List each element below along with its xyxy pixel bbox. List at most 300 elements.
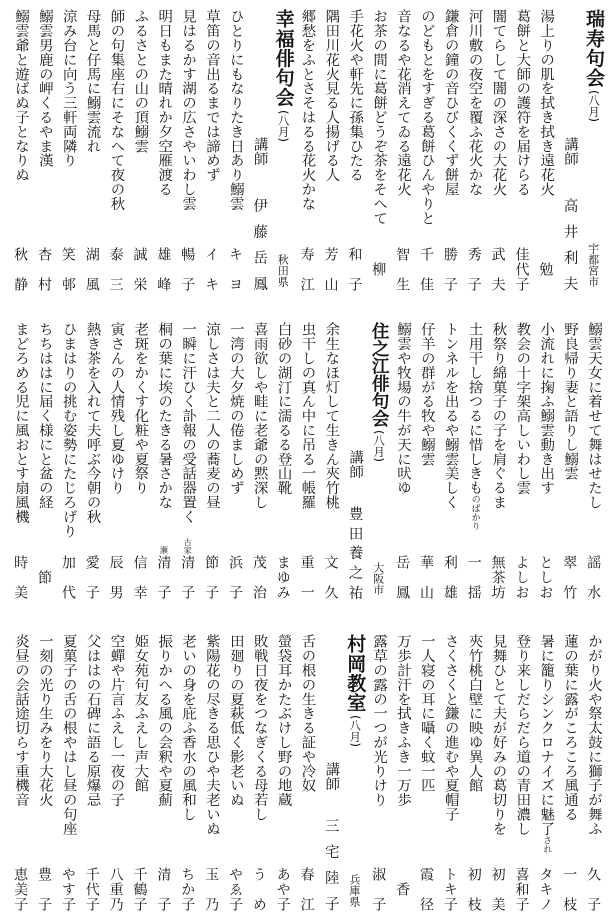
haiku-entry (56, 634, 80, 911)
haiku-main-text: 土用干し捨つるに惜しきも (466, 322, 483, 495)
author-name: 秋 静 (12, 247, 29, 291)
haiku-entry (486, 634, 510, 911)
haiku-text (462, 322, 486, 531)
haiku-entry (32, 322, 56, 599)
author-block (109, 867, 123, 911)
haiku-text: 一湾の大夕焼の倦ましめず (227, 322, 244, 495)
author-name: 文 久 (322, 555, 339, 599)
haiku-text: 手花火や軒先に孫集ひたる (347, 9, 364, 182)
section-month: (八月) (348, 715, 363, 748)
haiku-text: 涼しさは夫と二人の蕎麦の昼 (204, 322, 220, 510)
author-name: 勝 子 (441, 247, 458, 291)
haiku-entry (80, 322, 104, 599)
haiku-entry (581, 322, 605, 599)
haiku-entry (390, 322, 414, 599)
author-block (419, 867, 433, 911)
haiku-text: のどもとをすぎる葛餅ひんやりと (418, 9, 435, 225)
author-name: 智 生 (394, 247, 411, 291)
teacher-name: 高 井 利 夫 (561, 198, 578, 291)
haiku-text: 母馬と仔馬に鰯雲流れ (84, 9, 101, 153)
author-block (228, 247, 242, 291)
author-block (228, 867, 242, 911)
haiku-text: 空蟬や片言ふえし一夜の子 (108, 634, 125, 807)
author-block (443, 555, 457, 599)
author-block (491, 555, 505, 599)
author-block (85, 555, 99, 599)
haiku-entry (128, 9, 152, 291)
haiku-text: 鰯雲天女に着せて舞はせたし (586, 322, 602, 510)
author-block (37, 555, 51, 599)
haiku-text: 河川敷の夜空を覆ふ花火かな (466, 9, 483, 197)
section-header (342, 634, 366, 911)
haiku-entry (8, 634, 32, 911)
haiku-text: 見舞ひとて夫が好みの葛切りを (490, 634, 507, 836)
haiku-entry (151, 634, 175, 911)
haiku-text: 夾竹桃白壁に映ゆ異人館 (466, 634, 483, 793)
haiku-text: 仔羊の群がる牧や鰯雲 (418, 322, 435, 466)
haiku-text: 葛餅と大師の護符を届けらる (514, 9, 531, 197)
haiku-text: 湯上りの肌を拭き拭き遠花火 (538, 9, 555, 197)
haiku-text: 師の句集座右にそなへて夜の秋 (108, 9, 125, 211)
haiku-text: 一刻の光り生みをり大花火 (36, 634, 53, 807)
haiku-entry (557, 322, 581, 599)
haiku-entry (414, 9, 438, 291)
author-name: ま ゆ み (274, 555, 291, 599)
author-block (443, 867, 457, 911)
haiku-text: まどろめる児に風おとす扇風機 (13, 322, 29, 524)
author-name: 初 美 (489, 867, 506, 911)
author-block (85, 867, 99, 911)
section-title: 住之江俳句会 (369, 322, 390, 427)
author-name: あ や 子 (274, 867, 291, 911)
haiku-text: かがり火や祭太鼓に獅子が舞ふ (586, 634, 602, 836)
teacher-location: 宇都宮市 (586, 243, 600, 287)
author-block (204, 867, 218, 911)
author-block (180, 867, 194, 911)
haiku-entry (319, 322, 343, 599)
author-block (37, 247, 51, 291)
haiku-entry (199, 9, 223, 291)
teacher-label: 講師 (562, 137, 579, 166)
haiku-text: 振りかへる風の会釈や夏薊 (156, 634, 173, 807)
haiku-entry (104, 634, 128, 911)
author-name: よ し お (513, 555, 530, 599)
haiku-text: 教会の十字架高しいわし雲 (514, 322, 531, 495)
author-block (13, 867, 27, 911)
haiku-text: 舌の根の生きる証や冷奴 (299, 634, 316, 793)
haiku-entry (32, 9, 56, 291)
author-block (395, 555, 409, 599)
author-name: 初 枝 (465, 867, 482, 911)
author-block (514, 247, 528, 291)
author-block (562, 867, 576, 911)
author-name: う め (250, 867, 267, 911)
teacher-location: 大阪市 (371, 562, 385, 595)
haiku-text: 蓮の葉に露がころころ風通る (562, 634, 579, 822)
haiku-entry (175, 634, 199, 911)
author-name: 杏 村 (35, 247, 52, 291)
author-name: 香 (394, 882, 411, 896)
author-block (85, 247, 99, 291)
teacher-name: 三 宅 陸 子 (322, 818, 339, 911)
author-name: 時 美 (12, 555, 29, 599)
author-block (419, 555, 433, 599)
author-name: 淑 子 (370, 867, 387, 911)
author-block (538, 247, 552, 291)
section-month: (八月) (276, 110, 291, 142)
author-block (204, 247, 218, 291)
author-name: 八 重 乃 (107, 867, 124, 911)
haiku-entry (104, 322, 128, 599)
haiku-text: 喜雨欲しや畦に老爺の黙深し (251, 322, 268, 510)
author-name: 雄 峰 (155, 247, 172, 291)
author-block (491, 867, 505, 911)
teacher-line (557, 9, 581, 291)
haiku-entry (533, 9, 557, 291)
haiku-text: 夏菓子の舌の根やはし昼の句座 (60, 634, 77, 836)
haiku-entry (199, 322, 223, 599)
author-name: 湖 風 (83, 247, 100, 291)
haiku-entry (223, 322, 247, 599)
section-header (366, 322, 390, 599)
author-block (109, 247, 123, 291)
haiku-text: お茶の間に葛餅どうぞ茶をそへて (371, 9, 388, 225)
author-block (61, 555, 75, 599)
author-block (132, 555, 146, 599)
author-name: 華 山 (417, 555, 434, 599)
author-name: 霞 径 (417, 867, 434, 911)
haiku-text: 登り来しだらだら道の青田濃し (514, 634, 531, 836)
haiku-text: 小流れに掬ふ鰯雲動き出す (538, 322, 555, 495)
haiku-text: 白砂の湖汀に濡るる登山靴 (275, 322, 292, 495)
author-name: と し お (537, 555, 554, 599)
haiku-entry (390, 9, 414, 291)
haiku-text: 虫干しの真ん中に吊る一帳羅 (299, 322, 316, 510)
author-name: 節 子 (203, 555, 220, 599)
author-name: 岳 鳳 (394, 555, 411, 599)
author-name: 千 代 子 (83, 867, 100, 911)
author-block (323, 555, 337, 599)
author-name: 恵 美 子 (12, 867, 29, 911)
author-name: 勉 (537, 262, 554, 276)
author-block (347, 247, 361, 291)
haiku-entry (295, 634, 319, 911)
author-block (562, 555, 576, 599)
author-block (538, 867, 552, 911)
teacher-label: 講師 (251, 137, 268, 166)
haiku-text: 草笛の音出るまでは諦めず (204, 9, 220, 182)
haiku-entry (271, 322, 295, 599)
haiku-text: 涼み台に向う三軒両隣り (60, 9, 77, 168)
haiku-text: 姫女苑句友ふえし声大館 (132, 634, 149, 793)
haiku-entry (486, 9, 510, 291)
haiku-text: 桐の葉に埃のたきる暑さかな (156, 322, 173, 510)
haiku-entry (8, 9, 32, 291)
author-block (252, 867, 266, 911)
author-name: ト キ 子 (441, 867, 458, 911)
author-block (132, 247, 146, 291)
author-name: イ キ (203, 247, 220, 291)
author-block (491, 247, 505, 291)
author-name: 秀 子 (465, 247, 482, 291)
section-title: 瑞寿句会 (583, 9, 605, 88)
author-block (514, 555, 528, 599)
haiku-entry (366, 634, 390, 911)
haiku-text: 鰯雲や牧場の牛が天に吠ゆ (395, 322, 411, 495)
haiku-entry (247, 634, 271, 911)
haiku-entry (462, 634, 486, 911)
haiku-small-text: のばかり (469, 494, 480, 531)
haiku-entry (151, 9, 175, 291)
author-name: 浜 子 (226, 555, 243, 599)
author-block (180, 538, 194, 599)
haiku-entry (414, 634, 438, 911)
haiku-entry (8, 322, 32, 599)
haiku-text: 父ははの石碑に語る原爆忌 (84, 634, 101, 807)
author-name: 暢 子 (179, 247, 196, 291)
haiku-text: 敗戦日夜をつなぎくる母若し (251, 634, 268, 822)
haiku-entry (342, 9, 366, 291)
author-name: 春 江 (298, 867, 315, 911)
author-block (419, 247, 433, 291)
author-block (586, 555, 600, 599)
haiku-entry (510, 634, 534, 911)
author-block (300, 867, 314, 911)
author-block (300, 555, 314, 599)
haiku-text: 万歩計汗を拭きふき一万歩 (395, 634, 411, 807)
author-name: 千 鶴 子 (131, 867, 148, 911)
author-block (538, 555, 552, 599)
author-name: 千 佳 (417, 247, 434, 291)
haiku-entry (271, 634, 295, 911)
author-prefix: 古家 (183, 538, 193, 554)
haiku-entry (128, 322, 152, 599)
haiku-entry (319, 9, 343, 291)
author-prefix: 瀬 (159, 546, 169, 554)
haiku-entry (223, 634, 247, 911)
haiku-text: 老斑をかくす化粧や夏祭り (132, 322, 149, 495)
author-block (323, 247, 337, 291)
author-name: 寿 江 (298, 247, 315, 291)
author-block (395, 867, 409, 911)
author-block (13, 555, 27, 599)
author-block (371, 247, 385, 291)
section-header (271, 9, 295, 291)
haiku-text: 音なるや花消えてゐる遠花火 (395, 9, 411, 197)
haiku-entry (80, 9, 104, 291)
haiku-entry (557, 634, 581, 911)
author-block (13, 247, 27, 291)
haiku-text: 熱き茶を入れて夫呼ぶ今朝の秋 (84, 322, 101, 524)
author-name: 清 子 (155, 555, 172, 599)
author-block (586, 867, 600, 911)
haiku-entry (462, 9, 486, 291)
author-name: 和 子 (346, 247, 363, 291)
haiku-text: 余生なほ灯して生きん夾竹桃 (323, 322, 340, 510)
haiku-entry (80, 634, 104, 911)
haiku-text (533, 634, 557, 854)
author-name: 茂 治 (250, 555, 267, 599)
author-name: 加 代 (59, 555, 76, 599)
author-name: 利 雄 (441, 555, 458, 599)
haiku-text: 闇てらして闇の深さの大花火 (490, 9, 507, 197)
author-name: 謡 水 (585, 555, 602, 599)
author-block (37, 867, 51, 911)
haiku-text: 炎昼の会話途切らす重機音 (13, 634, 29, 807)
author-name: 豊 子 (35, 867, 52, 911)
haiku-entry (438, 322, 462, 599)
haiku-entry (247, 322, 271, 599)
haiku-text: 鰯雲爺と遊ばぬ子となりぬ (13, 9, 29, 182)
author-name: 清 子 (155, 867, 172, 911)
haiku-text: 鰯雲男鹿の岬くるやま漢 (36, 9, 53, 168)
teacher-name: 豊 田 養 之 祐 (346, 506, 363, 599)
haiku-text: ひとりにもなりたき日あり鰯雲 (227, 9, 244, 211)
author-name: 佳 代 子 (513, 247, 530, 291)
teacher-location: 兵庫県 (347, 874, 361, 907)
haiku-entry (104, 9, 128, 291)
haiku-text: トンネルを出るや鰯雲美しく (442, 322, 459, 510)
teacher-line (247, 9, 271, 291)
haiku-entry (533, 322, 557, 599)
author-name: や ゑ 子 (226, 867, 243, 911)
author-block (467, 867, 481, 911)
teacher-label: 講師 (347, 450, 364, 479)
page-tier-top (8, 9, 605, 291)
author-name: 久 子 (585, 867, 602, 911)
author-name: 愛 子 (83, 555, 100, 599)
author-name: キ ヨ (226, 247, 243, 291)
author-block (467, 247, 481, 291)
author-block (276, 555, 290, 599)
author-block (156, 247, 170, 291)
author-name: 武 夫 (489, 247, 506, 291)
haiku-text: 明日もまた晴れか夕空雁渡る (156, 9, 173, 197)
author-name: 辰 男 (107, 555, 124, 599)
author-block (300, 247, 314, 291)
haiku-text: 寅さんの人情残し夏ゆけり (108, 322, 125, 495)
teacher-location: 秋田県 (276, 254, 290, 287)
author-name: 笑 邨 (59, 247, 76, 291)
author-block (61, 247, 75, 291)
author-name: 一 枝 (561, 867, 578, 911)
haiku-text: ちちははに届く様にと盆の経 (36, 322, 53, 510)
haiku-text: ひまはりの挑む姿勢にたじろげり (60, 322, 77, 538)
author-block (204, 555, 218, 599)
author-block (514, 867, 528, 911)
author-block (180, 247, 194, 291)
teacher-line (342, 322, 366, 599)
author-name: 節 (35, 570, 52, 584)
author-name: 重 一 (298, 555, 315, 599)
haiku-text: 一瞬に汗ひく訃報の受話器置く (180, 322, 197, 524)
haiku-main-text: 暑に籠りシンクロナイズに魅了 (538, 634, 555, 836)
author-name: 一 揺 (465, 555, 482, 599)
haiku-text: 老いの身を庇ふ香水の風和し (180, 634, 197, 822)
haiku-small-text: され (541, 835, 552, 854)
haiku-entry (366, 9, 390, 291)
haiku-entry (533, 634, 557, 911)
section-title: 村岡教室 (344, 634, 367, 713)
section-month: (八月) (587, 90, 601, 123)
author-block (156, 546, 170, 599)
author-block (395, 247, 409, 291)
author-block (467, 555, 481, 599)
author-name: 喜 和 子 (513, 867, 530, 911)
haiku-text: 紫陽花の尽きる思ひや夫老いぬ (204, 634, 220, 836)
haiku-entry (32, 634, 56, 911)
haiku-text: 郷愁をふとさそはるる花火かな (299, 9, 316, 211)
haiku-text: 秋祭り綿菓子の子を肩ぐるま (490, 322, 507, 510)
haiku-entry (295, 322, 319, 599)
haiku-entry (581, 634, 605, 911)
section-title: 幸福俳句会 (272, 9, 295, 107)
author-block (109, 555, 123, 599)
author-name: タ キ ノ (537, 867, 554, 911)
haiku-entry (462, 322, 486, 599)
haiku-entry (486, 322, 510, 599)
haiku-text: 露草の露の一つが光りけり (371, 634, 388, 807)
haiku-entry (128, 634, 152, 911)
author-name: 柳 (370, 262, 387, 276)
haiku-entry (175, 9, 199, 291)
author-name: ち か 子 (179, 867, 196, 911)
page-tier-bottom (8, 634, 605, 911)
haiku-entry (510, 9, 534, 291)
haiku-entry (414, 322, 438, 599)
haiku-text: ふるさとの山の頂鰯雲 (132, 9, 149, 153)
haiku-text: 鎌倉の鐘の音ひびくくず餅屋 (442, 9, 459, 197)
haiku-entry (151, 322, 175, 599)
author-block (276, 867, 290, 911)
page-tier-middle (8, 322, 605, 599)
author-block (132, 867, 146, 911)
author-block (443, 247, 457, 291)
teacher-line (319, 634, 343, 911)
haiku-entry (175, 322, 199, 599)
author-block (156, 867, 170, 911)
author-block (252, 555, 266, 599)
haiku-entry (510, 322, 534, 599)
author-name: 翠 竹 (561, 555, 578, 599)
haiku-text: 螢袋耳かたぶけし野の地蔵 (275, 634, 292, 807)
haiku-entry (56, 322, 80, 599)
section-header (581, 9, 605, 291)
haiku-entry (295, 9, 319, 291)
section-month: (八月) (372, 430, 387, 462)
author-block (61, 867, 75, 911)
teacher-label: 講師 (323, 762, 340, 791)
author-name: や す 子 (59, 867, 76, 911)
haiku-entry (56, 9, 80, 291)
haiku-text: 一人寝の耳に囁く蚊一匹 (418, 634, 435, 793)
author-name: 無 茶 坊 (489, 555, 506, 599)
author-block (371, 867, 385, 911)
haiku-text: 野良帰り妻と語りし鰯雲 (562, 322, 579, 481)
haiku-text: 田廻りの夏萩低く影老いぬ (227, 634, 244, 807)
author-block (228, 555, 242, 599)
haiku-entry (223, 9, 247, 291)
author-name: 芳 山 (322, 247, 339, 291)
author-name: 信 幸 (131, 555, 148, 599)
haiku-text: 見はるかす湖の広さやいわし雲 (180, 9, 197, 211)
author-name: 清 子 (179, 555, 196, 599)
haiku-entry (438, 9, 462, 291)
author-name: 泰 三 (107, 247, 124, 291)
haiku-entry (438, 634, 462, 911)
author-name: 玉 乃 (203, 867, 220, 911)
haiku-entry (390, 634, 414, 911)
